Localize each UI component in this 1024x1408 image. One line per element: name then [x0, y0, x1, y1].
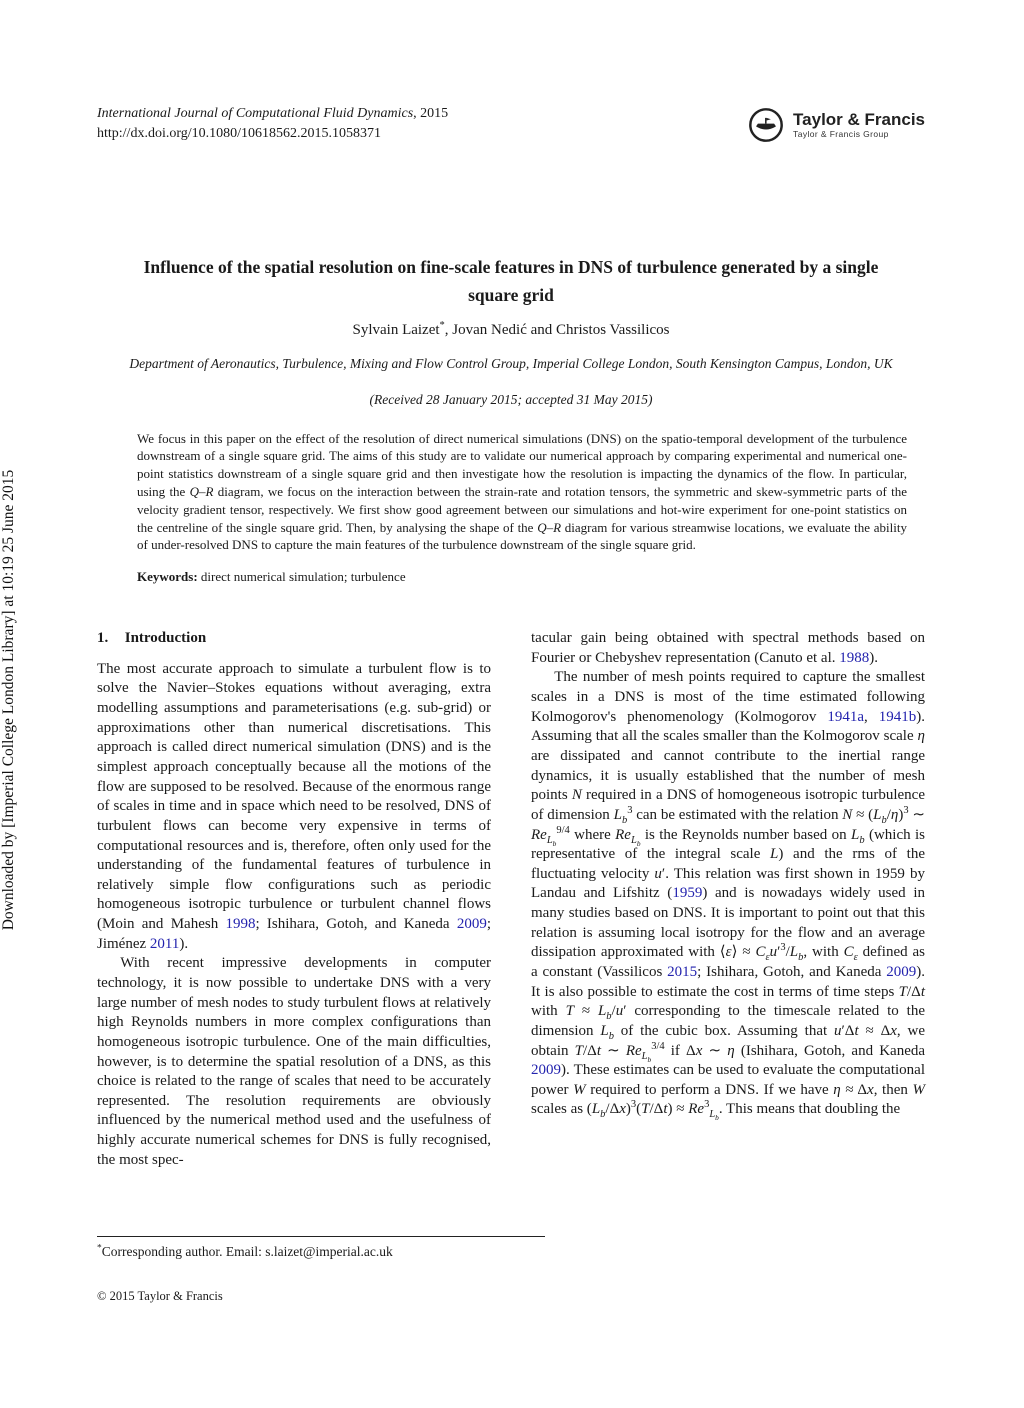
copyright-line: © 2015 Taylor & Francis: [97, 1289, 223, 1303]
footnote-block: [97, 1236, 925, 1304]
citation-link[interactable]: 1998: [225, 916, 256, 933]
right-column-paragraphs: [531, 629, 926, 1123]
paragraph: The number of mesh points required to capture the smallest scales in a DNS is most of the time estimated following Kolmogorov's phenomenology (Kolmogorov 1941a, 1941b). Assuming that all the scales smaller than the Kolmogorov scale η are dissipated and cannot contribute to the inertial range dynamics, it is usually established that the number of mesh points N required in a DNS of homogeneous isotropic turbulence of dimension $L_b^3$ can be estimated with the relation $N \approx (L_b/\eta)^3$ ∼ $Re_{L_b}^{9/4}$ where $Re_{L_b}$ is the Reynolds number based on $L_b$ (which is representative of the integral scale L) and the rms of the fluctuating velocity u′. This relation was first shown in 1959 by Landau and Lifshitz (1959) and is nowadays widely used in many studies based on DNS. It is important to point out that this relation is assuming local isotropy for the flow and an average dissipation approximated with ⟨ε⟩ ≈ $C_\varepsilon u'^3/L_b$, with $C_\varepsilon$ defined as a constant (Vassilicos 2015; Ishihara, Gotoh, and Kaneda 2009). It is also possible to estimate the cost in terms of time steps T/Δt with $T \approx L_b/u'$ corresponding to the timescale related to the dimension $L_b$ of the cubic box. Assuming that u′Δt ≈ Δx, we obtain T/Δt ∼ $Re_{L_b}^{3/4}$ if Δx ∼ η (Ishihara, Gotoh, and Kaneda 2009). These estimates can be used to evaluate the computational power W required to perform a DNS. If we have η ≈ Δx, then W scales as $(L_b/\Delta x)^3(T/\Delta t) \approx Re^3_{L_b}$. This means that doubling the: [531, 669, 926, 1123]
publisher-group: Taylor & Francis Group: [793, 128, 889, 139]
journal-info: [97, 104, 448, 145]
download-stamp: Downloaded by [Imperial College London Library] at 10:19 25 June 2015: [0, 469, 17, 931]
taylor-francis-ship-icon: [747, 106, 785, 144]
citation-link[interactable]: 1941a: [827, 708, 865, 725]
section-heading-introduction: [97, 629, 491, 649]
citation-link[interactable]: 2015: [667, 963, 698, 980]
body-columns: [97, 629, 925, 1170]
citation-link[interactable]: 1941b: [878, 708, 917, 725]
journal-year: , 2015: [413, 106, 449, 121]
section-title: Introduction: [124, 630, 207, 647]
left-column-paragraphs: [97, 660, 491, 1171]
publisher-name: Taylor & Francis: [793, 110, 925, 130]
journal-title-line: [97, 104, 448, 124]
article-authors: Sylvain Laizet*, Jovan Nedić and Christos Vassilicos: [352, 319, 670, 338]
paragraph: tacular gain being obtained with spectral methods based on Fourier or Chebyshev representation (Canuto et al. 1988).: [531, 630, 925, 666]
citation-link[interactable]: 2009: [456, 916, 487, 933]
article-affiliation: Department of Aeronautics, Turbulence, Mixing and Flow Control Group, Imperial College London, South Kensington Campus, London, UK: [129, 355, 893, 371]
article-title: Influence of the spatial resolution on fine-scale features in DNS of turbulence generated by a single square grid: [143, 256, 879, 305]
corresponding-author-footnote: *Corresponding author. Email: s.laizet@imperial.ac.uk: [97, 1243, 393, 1259]
journal-name: International Journal of Computational Fluid Dynamics: [97, 106, 414, 121]
keywords-label: Keywords:: [137, 569, 198, 585]
page-header: [97, 104, 925, 145]
left-column: [97, 629, 491, 1170]
right-column: [531, 629, 925, 1170]
citation-link[interactable]: 1988: [839, 649, 870, 666]
section-number: 1.: [97, 630, 109, 647]
keywords-list: direct numerical simulation; turbulence: [197, 569, 406, 585]
publisher-logo: [747, 106, 925, 144]
citation-link[interactable]: 1959: [672, 885, 703, 902]
doi-link[interactable]: http://dx.doi.org/10.1080/10618562.2015.1058371: [97, 126, 382, 142]
citation-link[interactable]: 2011: [149, 935, 180, 952]
keywords-line: [137, 569, 907, 585]
paragraph: With recent impressive developments in computer technology, it is now possible to undertake DNS with a very large number of mesh nodes to study turbulent flows at relatively high Reynolds numbers in more complex configurations than homogeneous isotropic turbulence. One of the main difficulties, however, is to determine the spatial resolution of a DNS, as this choice is related to the range of scales that need to be accurately represented. The resolution requirements are obviously influenced by the numerical method used and the usefulness of highly accurate numerical schemes for DNS is fully recognised, the most spec-: [97, 955, 491, 1168]
footnote-rule: [97, 1236, 545, 1237]
received-dates: (Received 28 January 2015; accepted 31 May 2015): [369, 391, 653, 407]
abstract: We focus in this paper on the effect of the resolution of direct numerical simulations (DNS) on the spatio-temporal development of the turbulence downstream of a single square grid. The aims of this study are to validate our numerical approach by comparing experimental and numerical one-point statistics downstream of a single square grid and then investigate how the resolution is impacting the dynamics of the flow. In particular, using the Q–R diagram, we focus on the interaction between the strain-rate and rotation tensors, the symmetric and skew-symmetric parts of the velocity gradient tensor, respectively. We first show good agreement between our simulations and hot-wire experiment for one-point statistics on the centreline of the single square grid. Then, by analysing the shape of the Q–R diagram for various streamwise locations, we evaluate the ability of under-resolved DNS to capture the main features of the turbulence downstream of the single square grid.: [137, 430, 908, 553]
citation-link[interactable]: 2009: [886, 963, 917, 980]
page-content: [97, 104, 925, 1170]
citation-link[interactable]: 2009: [531, 1062, 561, 1079]
publisher-logo-text: [793, 111, 925, 139]
paragraph: The most accurate approach to simulate a turbulent flow is to solve the Navier–Stokes equations without averaging, extra modelling assumptions and parameterisations (e.g. sub-grid) or approximations other than numerical discretisations. This approach is called direct numerical simulation (DNS) and is the simplest approach conceptually because all the motions of the flow are supposed to be resolved. Because of the enormous range of scales in time and in space which need to be resolved, DNS of turbulent flows can become very expensive in terms of computational resources and is, therefore, often only used for the understanding of the fundamental features of turbulence in relatively simple flow configurations such as periodic homogeneous isotropic turbulence or turbulent channel flows (Moin and Mahesh 1998; Ishihara, Gotoh, and Kaneda 2009; Jiménez 2011).: [97, 660, 491, 952]
